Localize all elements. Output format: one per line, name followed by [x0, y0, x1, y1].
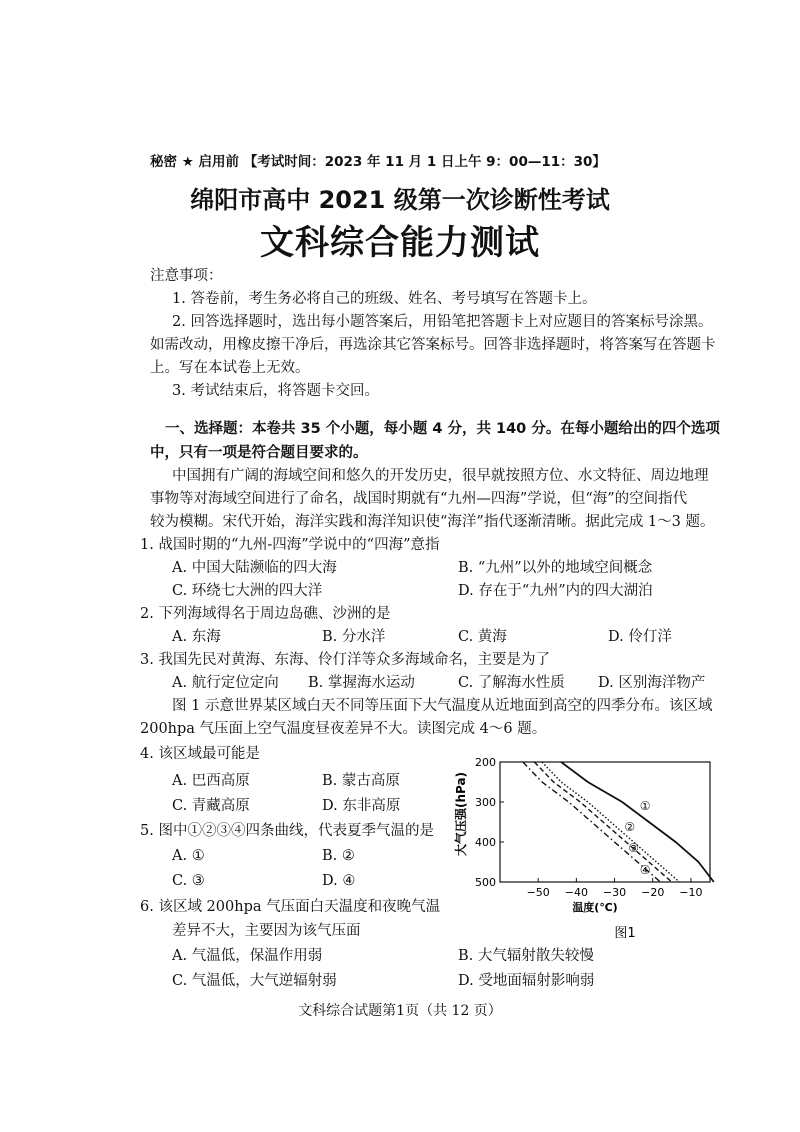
option-d: D. ④ — [322, 873, 356, 889]
question-stem: 6. 该区域 200hpa 气压面白天温度和夜晚气温 — [140, 899, 441, 915]
option-c: C. 环绕七大洲的四大洋 — [172, 583, 323, 599]
question-stem: 2. 下列海域得名于周边岛礁、沙洲的是 — [140, 606, 391, 622]
option-c: C. 黄海 — [458, 629, 507, 645]
passage-text: 中国拥有广阔的海域空间和悠久的开发历史，很早就按照方位、水文特征、周边地理 — [172, 468, 709, 484]
option-a: A. 中国大陆濒临的四大海 — [172, 560, 337, 576]
passage-text: 较为模糊。宋代开始，海洋实践和海洋知识使“海洋”指代逐渐清晰。据此完成 1～3 题。 — [150, 514, 715, 530]
notice-title: 注意事项： — [150, 268, 223, 284]
option-b: B. 蒙古高原 — [322, 773, 400, 789]
series-line-dashed — [534, 762, 671, 882]
subject-title: 文科综合能力测试 — [260, 223, 540, 263]
y-tick-label: 400 — [475, 836, 496, 849]
curve-label: ② — [624, 819, 636, 834]
option-b: B. ② — [322, 848, 355, 864]
question-stem: 3. 我国先民对黄海、东海、伶仃洋等众多海域命名，主要是为了 — [140, 652, 550, 668]
option-b: B. 掌握海水运动 — [308, 675, 415, 691]
option-d: D. 受地面辐射影响弱 — [458, 973, 595, 989]
curve-label: ③ — [628, 841, 640, 855]
x-tick-label: −50 — [526, 886, 550, 899]
page-footer: 文科综合试题第1页（共 12 页） — [298, 1003, 502, 1019]
option-c: C. 了解海水性质 — [458, 675, 565, 691]
figure-1-chart — [445, 752, 720, 942]
y-tick-label: 300 — [475, 796, 496, 809]
x-tick-label: −40 — [564, 886, 588, 899]
option-a: A. 气温低，保温作用弱 — [172, 948, 323, 964]
notice-item: 如需改动，用橡皮擦干净后，再选涂其它答案标号。回答非选择题时，将答案写在答题卡 — [150, 337, 716, 353]
option-c: C. 青藏高原 — [172, 798, 250, 814]
option-a: A. 航行定位定向 — [172, 675, 279, 691]
option-d: D. 东非高原 — [322, 798, 401, 814]
option-c: C. 气温低，大气逆辐射弱 — [172, 973, 337, 989]
confidential-header: 秘密 ★ 启用前 【考试时间：2023 年 11 月 1 日上午 9：00—11：30】 — [150, 154, 606, 170]
question-stem: 差异不大，主要因为该气压面 — [172, 923, 361, 939]
option-a: A. ① — [172, 848, 205, 864]
passage-text: 事物等对海域空间进行了命名，战国时期就有“九州—四海”学说，但“海”的空间指代 — [150, 491, 688, 507]
notice-item: 上。写在本试卷上无效。 — [150, 360, 310, 376]
curve-label: ① — [639, 799, 651, 813]
option-a: A. 东海 — [172, 629, 221, 645]
figure-caption: 图1 — [614, 926, 636, 941]
notice-item: 2. 回答选择题时，选出每小题答案后，用铅笔把答题卡上对应题目的答案标号涂黑。 — [172, 314, 713, 330]
option-a: A. 巴西高原 — [172, 773, 250, 789]
x-tick-label: −20 — [641, 886, 665, 899]
question-stem: 5. 图中①②③④四条曲线，代表夏季气温的是 — [140, 823, 434, 839]
y-axis-label: 大气压强(hPa) — [454, 771, 468, 857]
option-b: B. 分水洋 — [322, 629, 386, 645]
passage-text: 200hpa 气压面上空气温度昼夜差异不大。读图完成 4～6 题。 — [140, 721, 547, 737]
question-stem: 4. 该区域最可能是 — [140, 746, 260, 762]
notice-item: 1. 答卷前，考生务必将自己的班级、姓名、考号填写在答题卡上。 — [172, 291, 597, 307]
section-heading: 一、选择题：本卷共 35 个小题，每小题 4 分，共 140 分。在每小题给出的四个选项 — [165, 421, 720, 437]
exam-title: 绵阳市高中 2021 级第一次诊断性考试 — [190, 186, 610, 214]
option-d: D. 存在于“九州”内的四大湖泊 — [458, 583, 653, 599]
option-b: B. “九州”以外的地域空间概念 — [458, 560, 653, 576]
y-tick-label: 500 — [475, 876, 496, 889]
option-c: C. ③ — [172, 873, 205, 889]
plot-frame — [500, 762, 710, 882]
x-tick-label: −30 — [602, 886, 627, 899]
x-tick-label: −10 — [679, 886, 703, 899]
option-d: D. 区别海洋物产 — [598, 675, 706, 691]
curve-label: ④ — [639, 863, 651, 877]
option-d: D. 伶仃洋 — [608, 629, 672, 645]
section-heading: 中，只有一项是符合题目要求的。 — [150, 445, 368, 461]
option-b: B. 大气辐射散失较慢 — [458, 948, 594, 964]
y-tick-label: 200 — [475, 756, 496, 769]
notice-item: 3. 考试结束后，将答题卡交回。 — [172, 383, 379, 399]
series-line-dotted — [542, 762, 680, 882]
passage-text: 图 1 示意世界某区域白天不同等压面下大气温度从近地面到高空的四季分布。该区域 — [172, 698, 713, 714]
series-line-solid — [561, 762, 714, 882]
x-axis-label: 温度(℃) — [572, 901, 618, 914]
question-stem: 1. 战国时期的“九州-四海”学说中的“四海”意指 — [140, 537, 440, 553]
